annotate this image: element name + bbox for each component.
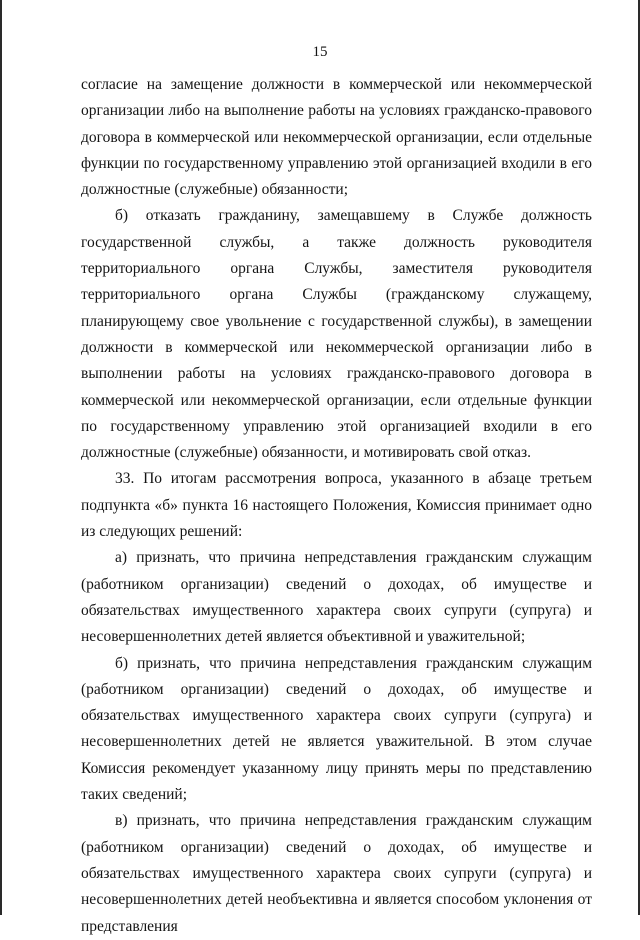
paragraph-decision-v: в) признать, что причина непредставления гражданским служащим (работником организации) сведений о доходах, об имуществе и обязательствах имущественного характера своих супруги (супруга) и несовершеннолетних детей необъективна и является способом уклонения от представления: [81, 812, 592, 935]
paragraph-decision-b: б) признать, что причина непредставления гражданским служащим (работником организации) сведений о доходах, об имуществе и обязательствах имущественного характера своих супруги (супруга) и несовершеннолетних детей не является уважительной. В этом случае Комиссия рекомендует указанному лицу принять меры по представлению таких сведений;: [81, 654, 592, 804]
paragraph-continuation: согласие на замещение должности в коммерческой или некоммерческой организации либо на выполнение работы на условиях гражданско-правового договора в коммерческой или некоммерческой организации, если отдельные функции по государственному управлению этой организацией входили в его должностные (служебные) обязанности;: [81, 76, 592, 199]
paragraph-decision-a: а) признать, что причина непредставления гражданским служащим (работником организации) сведений о доходах, об имуществе и обязательствах имущественного характера своих супруги (супруга) и несовершеннолетних детей является объективной и уважительной;: [81, 549, 592, 646]
page-number: 15: [312, 44, 328, 60]
scan-edge-left: [0, 0, 2, 915]
paragraph-refusal: б) отказать гражданину, замещавшему в Службе должность государственной службы, а также должность руководителя территориального органа Службы, заместителя руководителя территориального органа Службы (гражданскому служащему, планирующему свое увольнение с государственной службы), в замещении должности в коммерческой или некоммерческой организации либо в выполнении работы на условиях гражданско-правового договора в коммерческой или некоммерческой организации, если отдельные функции по государственному управлению этой организацией входили в его должностные (служебные) обязанности, и мотивировать свой отказ.: [81, 207, 592, 462]
paragraph-item-33: 33. По итогам рассмотрения вопроса, указанного в абзаце третьем подпункта «б» пункта 16 настоящего Положения, Комиссия принимает одно из следующих решений:: [81, 470, 592, 541]
document-body: [81, 72, 592, 940]
